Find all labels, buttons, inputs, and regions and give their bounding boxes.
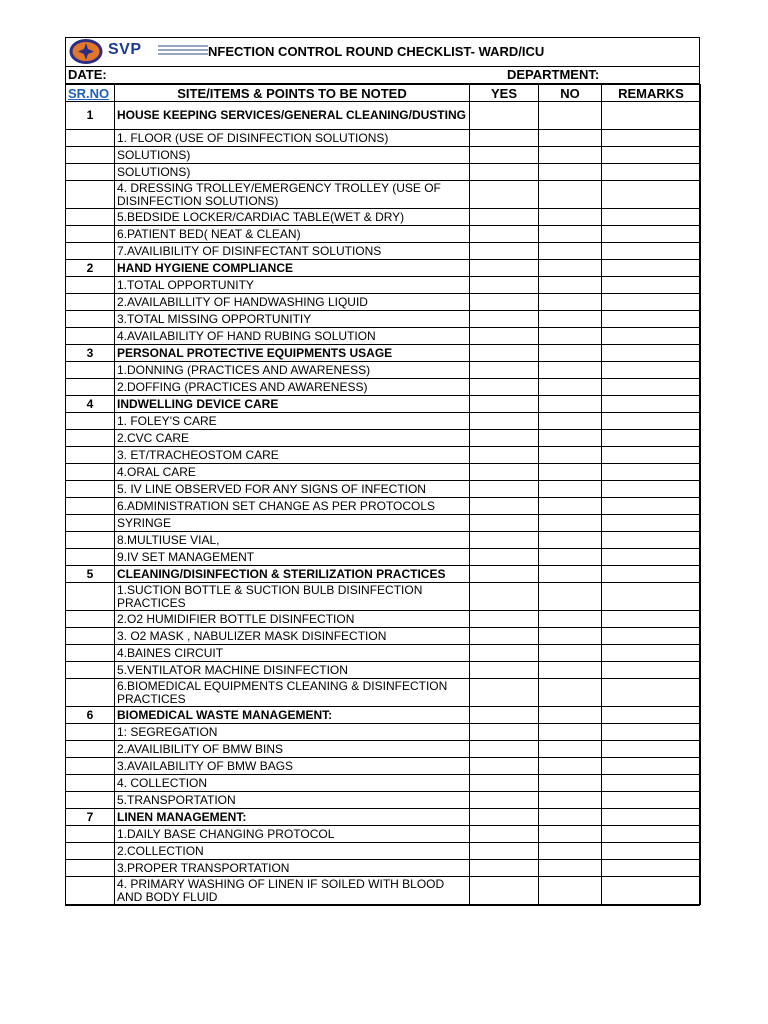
- remarks-cell[interactable]: [602, 611, 701, 628]
- yes-cell[interactable]: [470, 877, 539, 905]
- table-row: [66, 628, 701, 645]
- checklist-item: 7.AVAILIBILITY OF DISINFECTANT SOLUTIONS: [115, 243, 470, 260]
- remarks-cell[interactable]: [602, 515, 701, 532]
- yes-cell[interactable]: [470, 164, 539, 181]
- remarks-cell[interactable]: [602, 860, 701, 877]
- remarks-cell[interactable]: [602, 464, 701, 481]
- no-cell[interactable]: [539, 707, 602, 724]
- row-number: [66, 549, 115, 566]
- yes-cell[interactable]: [470, 226, 539, 243]
- yes-cell[interactable]: [470, 809, 539, 826]
- no-cell[interactable]: [539, 843, 602, 860]
- remarks-cell[interactable]: [602, 311, 701, 328]
- table-row: [66, 294, 701, 311]
- remarks-cell[interactable]: [602, 413, 701, 430]
- row-number: [66, 311, 115, 328]
- table-row: [66, 679, 701, 707]
- yes-cell[interactable]: [470, 481, 539, 498]
- table-row: [66, 826, 701, 843]
- remarks-cell[interactable]: [602, 843, 701, 860]
- checklist-item: 2.AVAILABILLITY OF HANDWASHING LIQUID: [115, 294, 470, 311]
- no-cell[interactable]: [539, 209, 602, 226]
- no-cell[interactable]: [539, 498, 602, 515]
- table-row: [66, 328, 701, 345]
- table-row: [66, 877, 701, 905]
- row-number: [66, 662, 115, 679]
- date-label: DATE:: [68, 67, 107, 82]
- no-cell[interactable]: [539, 345, 602, 362]
- no-cell[interactable]: [539, 566, 602, 583]
- checklist-item: 5.VENTILATOR MACHINE DISINFECTION: [115, 662, 470, 679]
- remarks-cell[interactable]: [602, 209, 701, 226]
- remarks-cell[interactable]: [602, 481, 701, 498]
- remarks-cell[interactable]: [602, 447, 701, 464]
- table-row: [66, 758, 701, 775]
- table-row: [66, 209, 701, 226]
- checklist-item: 2.AVAILIBILITY OF BMW BINS: [115, 741, 470, 758]
- yes-cell[interactable]: [470, 447, 539, 464]
- remarks-cell[interactable]: [602, 662, 701, 679]
- row-number: [66, 775, 115, 792]
- yes-cell[interactable]: [470, 611, 539, 628]
- no-cell[interactable]: [539, 758, 602, 775]
- table-row: [66, 362, 701, 379]
- yes-cell[interactable]: [470, 102, 539, 130]
- no-cell[interactable]: [539, 775, 602, 792]
- yes-cell[interactable]: [470, 430, 539, 447]
- checklist-item: 4. DRESSING TROLLEY/EMERGENCY TROLLEY (USE OF DISINFECTION SOLUTIONS): [115, 181, 470, 209]
- row-number: [66, 515, 115, 532]
- table-row: [66, 843, 701, 860]
- remarks-cell[interactable]: [602, 707, 701, 724]
- table-row: [66, 532, 701, 549]
- remarks-cell[interactable]: [602, 328, 701, 345]
- remarks-cell[interactable]: [602, 362, 701, 379]
- checklist-item: 6.BIOMEDICAL EQUIPMENTS CLEANING & DISINFECTION PRACTICES: [115, 679, 470, 707]
- no-cell[interactable]: [539, 164, 602, 181]
- remarks-cell[interactable]: [602, 181, 701, 209]
- no-cell[interactable]: [539, 532, 602, 549]
- logo-text: SVP: [108, 41, 142, 58]
- row-number: [66, 413, 115, 430]
- remarks-cell[interactable]: [602, 396, 701, 413]
- yes-cell[interactable]: [470, 549, 539, 566]
- table-row: [66, 447, 701, 464]
- row-number: [66, 724, 115, 741]
- yes-cell[interactable]: [470, 826, 539, 843]
- no-cell[interactable]: [539, 741, 602, 758]
- items-header: SITE/ITEMS & POINTS TO BE NOTED: [115, 85, 470, 102]
- no-cell[interactable]: [539, 611, 602, 628]
- row-number: [66, 679, 115, 707]
- table-row: [66, 583, 701, 611]
- table-row: [66, 792, 701, 809]
- page-title: NFECTION CONTROL ROUND CHECKLIST- WARD/ICU: [208, 44, 545, 59]
- yes-cell[interactable]: [470, 758, 539, 775]
- table-row: [66, 662, 701, 679]
- row-number: [66, 147, 115, 164]
- checklist-item: 6.ADMINISTRATION SET CHANGE AS PER PROTOCOLS: [115, 498, 470, 515]
- remarks-cell[interactable]: [602, 379, 701, 396]
- yes-cell[interactable]: [470, 243, 539, 260]
- row-number: [66, 328, 115, 345]
- yes-cell[interactable]: [470, 741, 539, 758]
- section-title: LINEN MANAGEMENT:: [115, 809, 470, 826]
- remarks-cell[interactable]: [602, 102, 701, 130]
- row-number: [66, 430, 115, 447]
- remarks-cell[interactable]: [602, 826, 701, 843]
- table-row: [66, 741, 701, 758]
- yes-cell[interactable]: [470, 413, 539, 430]
- yes-cell[interactable]: [470, 147, 539, 164]
- row-number: [66, 645, 115, 662]
- checklist-item: 4.BAINES CIRCUIT: [115, 645, 470, 662]
- no-cell[interactable]: [539, 243, 602, 260]
- checklist-sheet: [65, 37, 700, 906]
- row-number: [66, 741, 115, 758]
- no-cell[interactable]: [539, 447, 602, 464]
- row-number: [66, 758, 115, 775]
- yes-cell[interactable]: [470, 464, 539, 481]
- department-label: DEPARTMENT:: [507, 67, 600, 82]
- no-cell[interactable]: [539, 515, 602, 532]
- yes-cell[interactable]: [470, 396, 539, 413]
- table-row: [66, 164, 701, 181]
- no-cell[interactable]: [539, 662, 602, 679]
- section-title: HOUSE KEEPING SERVICES/GENERAL CLEANING/DUSTING: [115, 102, 470, 130]
- checklist-item: 8.MULTIUSE VIAL,: [115, 532, 470, 549]
- no-cell[interactable]: [539, 260, 602, 277]
- table-row: [66, 277, 701, 294]
- checklist-item: 1. FLOOR (USE OF DISINFECTION SOLUTIONS): [115, 130, 470, 147]
- yes-cell[interactable]: [470, 379, 539, 396]
- row-number: [66, 164, 115, 181]
- remarks-cell[interactable]: [602, 724, 701, 741]
- row-number: [66, 181, 115, 209]
- checklist-item: 1.TOTAL OPPORTUNITY: [115, 277, 470, 294]
- row-number: [66, 792, 115, 809]
- remarks-cell[interactable]: [602, 243, 701, 260]
- checklist-item: 5.TRANSPORTATION: [115, 792, 470, 809]
- yes-cell[interactable]: [470, 498, 539, 515]
- checklist-item: 3.PROPER TRANSPORTATION: [115, 860, 470, 877]
- no-cell[interactable]: [539, 481, 602, 498]
- yes-cell[interactable]: [470, 566, 539, 583]
- no-cell[interactable]: [539, 413, 602, 430]
- row-number: [66, 130, 115, 147]
- table-row: [66, 430, 701, 447]
- yes-cell[interactable]: [470, 843, 539, 860]
- section-title: CLEANING/DISINFECTION & STERILIZATION PRACTICES: [115, 566, 470, 583]
- date-row: [66, 67, 699, 84]
- remarks-cell[interactable]: [602, 628, 701, 645]
- title-row: [66, 38, 699, 67]
- table-row: [66, 413, 701, 430]
- section-row: [66, 566, 701, 583]
- no-cell[interactable]: [539, 583, 602, 611]
- section-title: PERSONAL PROTECTIVE EQUIPMENTS USAGE: [115, 345, 470, 362]
- yes-cell[interactable]: [470, 628, 539, 645]
- checklist-item: SOLUTIONS): [115, 164, 470, 181]
- table-row: [66, 181, 701, 209]
- table-row: [66, 130, 701, 147]
- logo-tagline: [158, 45, 208, 59]
- no-cell[interactable]: [539, 860, 602, 877]
- yes-cell[interactable]: [470, 277, 539, 294]
- row-number: [66, 362, 115, 379]
- checklist-item: 1.SUCTION BOTTLE & SUCTION BULB DISINFECTION PRACTICES: [115, 583, 470, 611]
- checklist-item: 3.AVAILABILITY OF BMW BAGS: [115, 758, 470, 775]
- remarks-cell[interactable]: [602, 566, 701, 583]
- remarks-cell[interactable]: [602, 877, 701, 905]
- table-row: [66, 775, 701, 792]
- yes-cell[interactable]: [470, 792, 539, 809]
- checklist-item: SYRINGE: [115, 515, 470, 532]
- remarks-cell[interactable]: [602, 679, 701, 707]
- checklist-item: 1. FOLEY'S CARE: [115, 413, 470, 430]
- no-cell[interactable]: [539, 147, 602, 164]
- remarks-cell[interactable]: [602, 294, 701, 311]
- remarks-cell[interactable]: [602, 430, 701, 447]
- no-cell[interactable]: [539, 430, 602, 447]
- row-number: [66, 209, 115, 226]
- no-cell[interactable]: [539, 679, 602, 707]
- row-number: [66, 532, 115, 549]
- row-number: [66, 628, 115, 645]
- checklist-item: 6.PATIENT BED( NEAT & CLEAN): [115, 226, 470, 243]
- row-number: [66, 843, 115, 860]
- svp-logo: [68, 39, 208, 64]
- row-number: [66, 611, 115, 628]
- table-row: [66, 645, 701, 662]
- checklist-item: 2.CVC CARE: [115, 430, 470, 447]
- checklist-item: 2.COLLECTION: [115, 843, 470, 860]
- remarks-header: REMARKS: [602, 85, 701, 102]
- row-number: [66, 379, 115, 396]
- yes-cell[interactable]: [470, 679, 539, 707]
- section-title: HAND HYGIENE COMPLIANCE: [115, 260, 470, 277]
- table-row: [66, 724, 701, 741]
- no-cell[interactable]: [539, 294, 602, 311]
- checklist-item: 5.BEDSIDE LOCKER/CARDIAC TABLE(WET & DRY): [115, 209, 470, 226]
- checklist-item: 2.DOFFING (PRACTICES AND AWARENESS): [115, 379, 470, 396]
- row-number: 5: [66, 566, 115, 583]
- no-cell[interactable]: [539, 328, 602, 345]
- row-number: [66, 860, 115, 877]
- section-title: BIOMEDICAL WASTE MANAGEMENT:: [115, 707, 470, 724]
- row-number: 1: [66, 102, 115, 130]
- section-row: [66, 102, 701, 130]
- row-number: [66, 498, 115, 515]
- table-row: [66, 515, 701, 532]
- table-row: [66, 498, 701, 515]
- row-number: [66, 464, 115, 481]
- yes-cell[interactable]: [470, 662, 539, 679]
- yes-cell[interactable]: [470, 130, 539, 147]
- table-row: [66, 379, 701, 396]
- no-cell[interactable]: [539, 549, 602, 566]
- yes-cell[interactable]: [470, 860, 539, 877]
- remarks-cell[interactable]: [602, 758, 701, 775]
- no-header: NO: [539, 85, 602, 102]
- remarks-cell[interactable]: [602, 164, 701, 181]
- remarks-cell[interactable]: [602, 792, 701, 809]
- no-cell[interactable]: [539, 379, 602, 396]
- no-cell[interactable]: [539, 792, 602, 809]
- remarks-cell[interactable]: [602, 532, 701, 549]
- checklist-table: [65, 84, 701, 905]
- row-number: 3: [66, 345, 115, 362]
- checklist-item: 4. COLLECTION: [115, 775, 470, 792]
- yes-cell[interactable]: [470, 345, 539, 362]
- remarks-cell[interactable]: [602, 260, 701, 277]
- yes-cell[interactable]: [470, 724, 539, 741]
- row-number: 7: [66, 809, 115, 826]
- no-cell[interactable]: [539, 130, 602, 147]
- table-row: [66, 243, 701, 260]
- remarks-cell[interactable]: [602, 147, 701, 164]
- row-number: [66, 481, 115, 498]
- yes-cell[interactable]: [470, 775, 539, 792]
- row-number: [66, 826, 115, 843]
- checklist-item: 3.TOTAL MISSING OPPORTUNITIY: [115, 311, 470, 328]
- remarks-cell[interactable]: [602, 741, 701, 758]
- checklist-item: 1: SEGREGATION: [115, 724, 470, 741]
- row-number: 6: [66, 707, 115, 724]
- yes-cell[interactable]: [470, 532, 539, 549]
- no-cell[interactable]: [539, 826, 602, 843]
- remarks-cell[interactable]: [602, 498, 701, 515]
- table-header-row: [66, 85, 701, 102]
- yes-cell[interactable]: [470, 645, 539, 662]
- checklist-item: 9.IV SET MANAGEMENT: [115, 549, 470, 566]
- section-row: [66, 345, 701, 362]
- checklist-item: 5. IV LINE OBSERVED FOR ANY SIGNS OF INFECTION: [115, 481, 470, 498]
- table-row: [66, 147, 701, 164]
- yes-cell[interactable]: [470, 209, 539, 226]
- row-number: 2: [66, 260, 115, 277]
- table-row: [66, 464, 701, 481]
- remarks-cell[interactable]: [602, 549, 701, 566]
- srno-header[interactable]: SR.NO: [66, 85, 115, 102]
- no-cell[interactable]: [539, 277, 602, 294]
- no-cell[interactable]: [539, 362, 602, 379]
- checklist-item: 3. O2 MASK , NABULIZER MASK DISINFECTION: [115, 628, 470, 645]
- no-cell[interactable]: [539, 102, 602, 130]
- no-cell[interactable]: [539, 226, 602, 243]
- checklist-item: SOLUTIONS): [115, 147, 470, 164]
- table-row: [66, 860, 701, 877]
- section-row: [66, 707, 701, 724]
- yes-cell[interactable]: [470, 311, 539, 328]
- yes-cell[interactable]: [470, 362, 539, 379]
- section-row: [66, 260, 701, 277]
- yes-cell[interactable]: [470, 707, 539, 724]
- row-number: [66, 583, 115, 611]
- row-number: [66, 877, 115, 905]
- remarks-cell[interactable]: [602, 130, 701, 147]
- table-row: [66, 611, 701, 628]
- checklist-item: 1.DAILY BASE CHANGING PROTOCOL: [115, 826, 470, 843]
- section-title: INDWELLING DEVICE CARE: [115, 396, 470, 413]
- checklist-item: 4.AVAILABILITY OF HAND RUBING SOLUTION: [115, 328, 470, 345]
- no-cell[interactable]: [539, 645, 602, 662]
- no-cell[interactable]: [539, 877, 602, 905]
- remarks-cell[interactable]: [602, 583, 701, 611]
- row-number: [66, 447, 115, 464]
- section-row: [66, 396, 701, 413]
- no-cell[interactable]: [539, 809, 602, 826]
- remarks-cell[interactable]: [602, 345, 701, 362]
- table-row: [66, 481, 701, 498]
- no-cell[interactable]: [539, 396, 602, 413]
- remarks-cell[interactable]: [602, 645, 701, 662]
- no-cell[interactable]: [539, 464, 602, 481]
- row-number: [66, 226, 115, 243]
- yes-cell[interactable]: [470, 328, 539, 345]
- checklist-item: 4. PRIMARY WASHING OF LINEN IF SOILED WITH BLOOD AND BODY FLUID: [115, 877, 470, 905]
- yes-cell[interactable]: [470, 515, 539, 532]
- remarks-cell[interactable]: [602, 277, 701, 294]
- table-row: [66, 226, 701, 243]
- checklist-item: 1.DONNING (PRACTICES AND AWARENESS): [115, 362, 470, 379]
- no-cell[interactable]: [539, 724, 602, 741]
- yes-cell[interactable]: [470, 294, 539, 311]
- row-number: [66, 243, 115, 260]
- no-cell[interactable]: [539, 311, 602, 328]
- checklist-item: 4.ORAL CARE: [115, 464, 470, 481]
- remarks-cell[interactable]: [602, 809, 701, 826]
- yes-cell[interactable]: [470, 181, 539, 209]
- yes-header: YES: [470, 85, 539, 102]
- table-row: [66, 311, 701, 328]
- no-cell[interactable]: [539, 181, 602, 209]
- remarks-cell[interactable]: [602, 226, 701, 243]
- svp-emblem-icon: [68, 39, 104, 64]
- checklist-item: 2.O2 HUMIDIFIER BOTTLE DISINFECTION: [115, 611, 470, 628]
- row-number: [66, 294, 115, 311]
- yes-cell[interactable]: [470, 583, 539, 611]
- remarks-cell[interactable]: [602, 775, 701, 792]
- table-row: [66, 549, 701, 566]
- yes-cell[interactable]: [470, 260, 539, 277]
- checklist-item: 3. ET/TRACHEOSTOM CARE: [115, 447, 470, 464]
- no-cell[interactable]: [539, 628, 602, 645]
- row-number: 4: [66, 396, 115, 413]
- row-number: [66, 277, 115, 294]
- section-row: [66, 809, 701, 826]
